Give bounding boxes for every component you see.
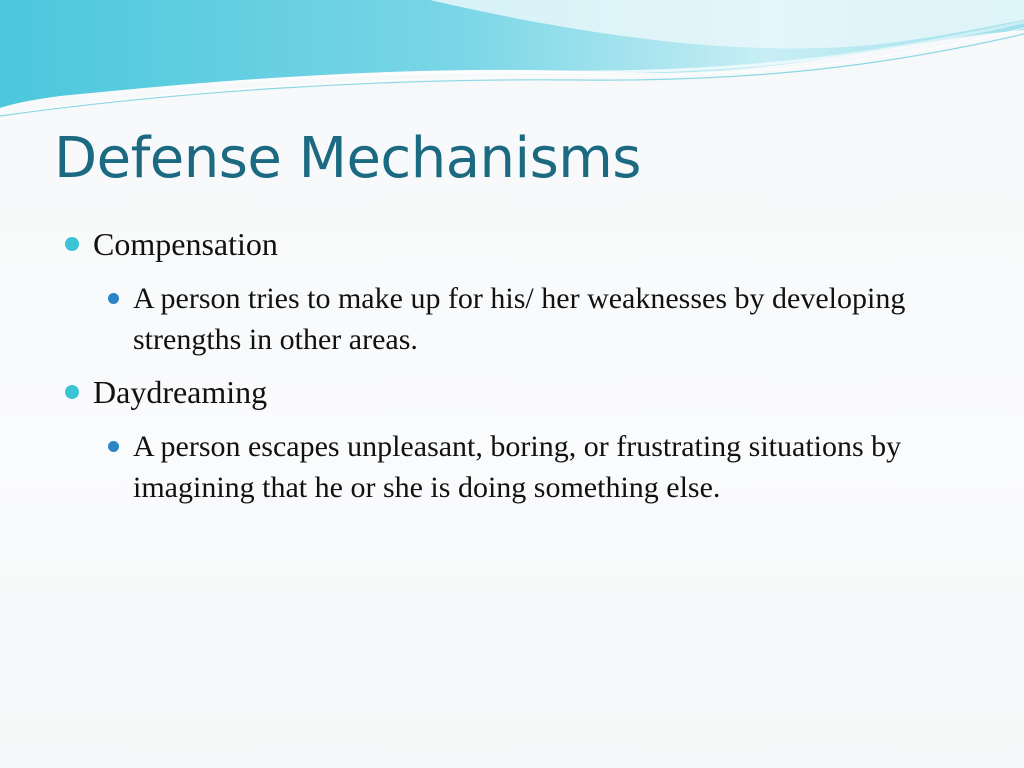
sub-bullet-icon [108, 293, 119, 304]
bullet-label: Compensation [93, 226, 278, 262]
bullet-icon [65, 385, 79, 399]
bullet-icon [65, 237, 79, 251]
sub-list-item [105, 426, 933, 508]
slide-title: Defense Mechanisms [54, 126, 641, 191]
bullet-label: Daydreaming [93, 374, 268, 410]
list-item-compensation [64, 222, 964, 266]
bullet-list [64, 222, 964, 518]
sub-bullet-text: A person escapes unpleasant, boring, or frustrating situations by imagining that he or she is doing something else. [133, 430, 902, 504]
header-wave-decoration [0, 0, 1024, 130]
sub-list-item [105, 278, 933, 360]
list-item-daydreaming [64, 370, 964, 414]
sub-bullet-text: A person tries to make up for his/ her weaknesses by developing strengths in other areas. [133, 282, 906, 356]
sub-bullet-icon [108, 441, 119, 452]
